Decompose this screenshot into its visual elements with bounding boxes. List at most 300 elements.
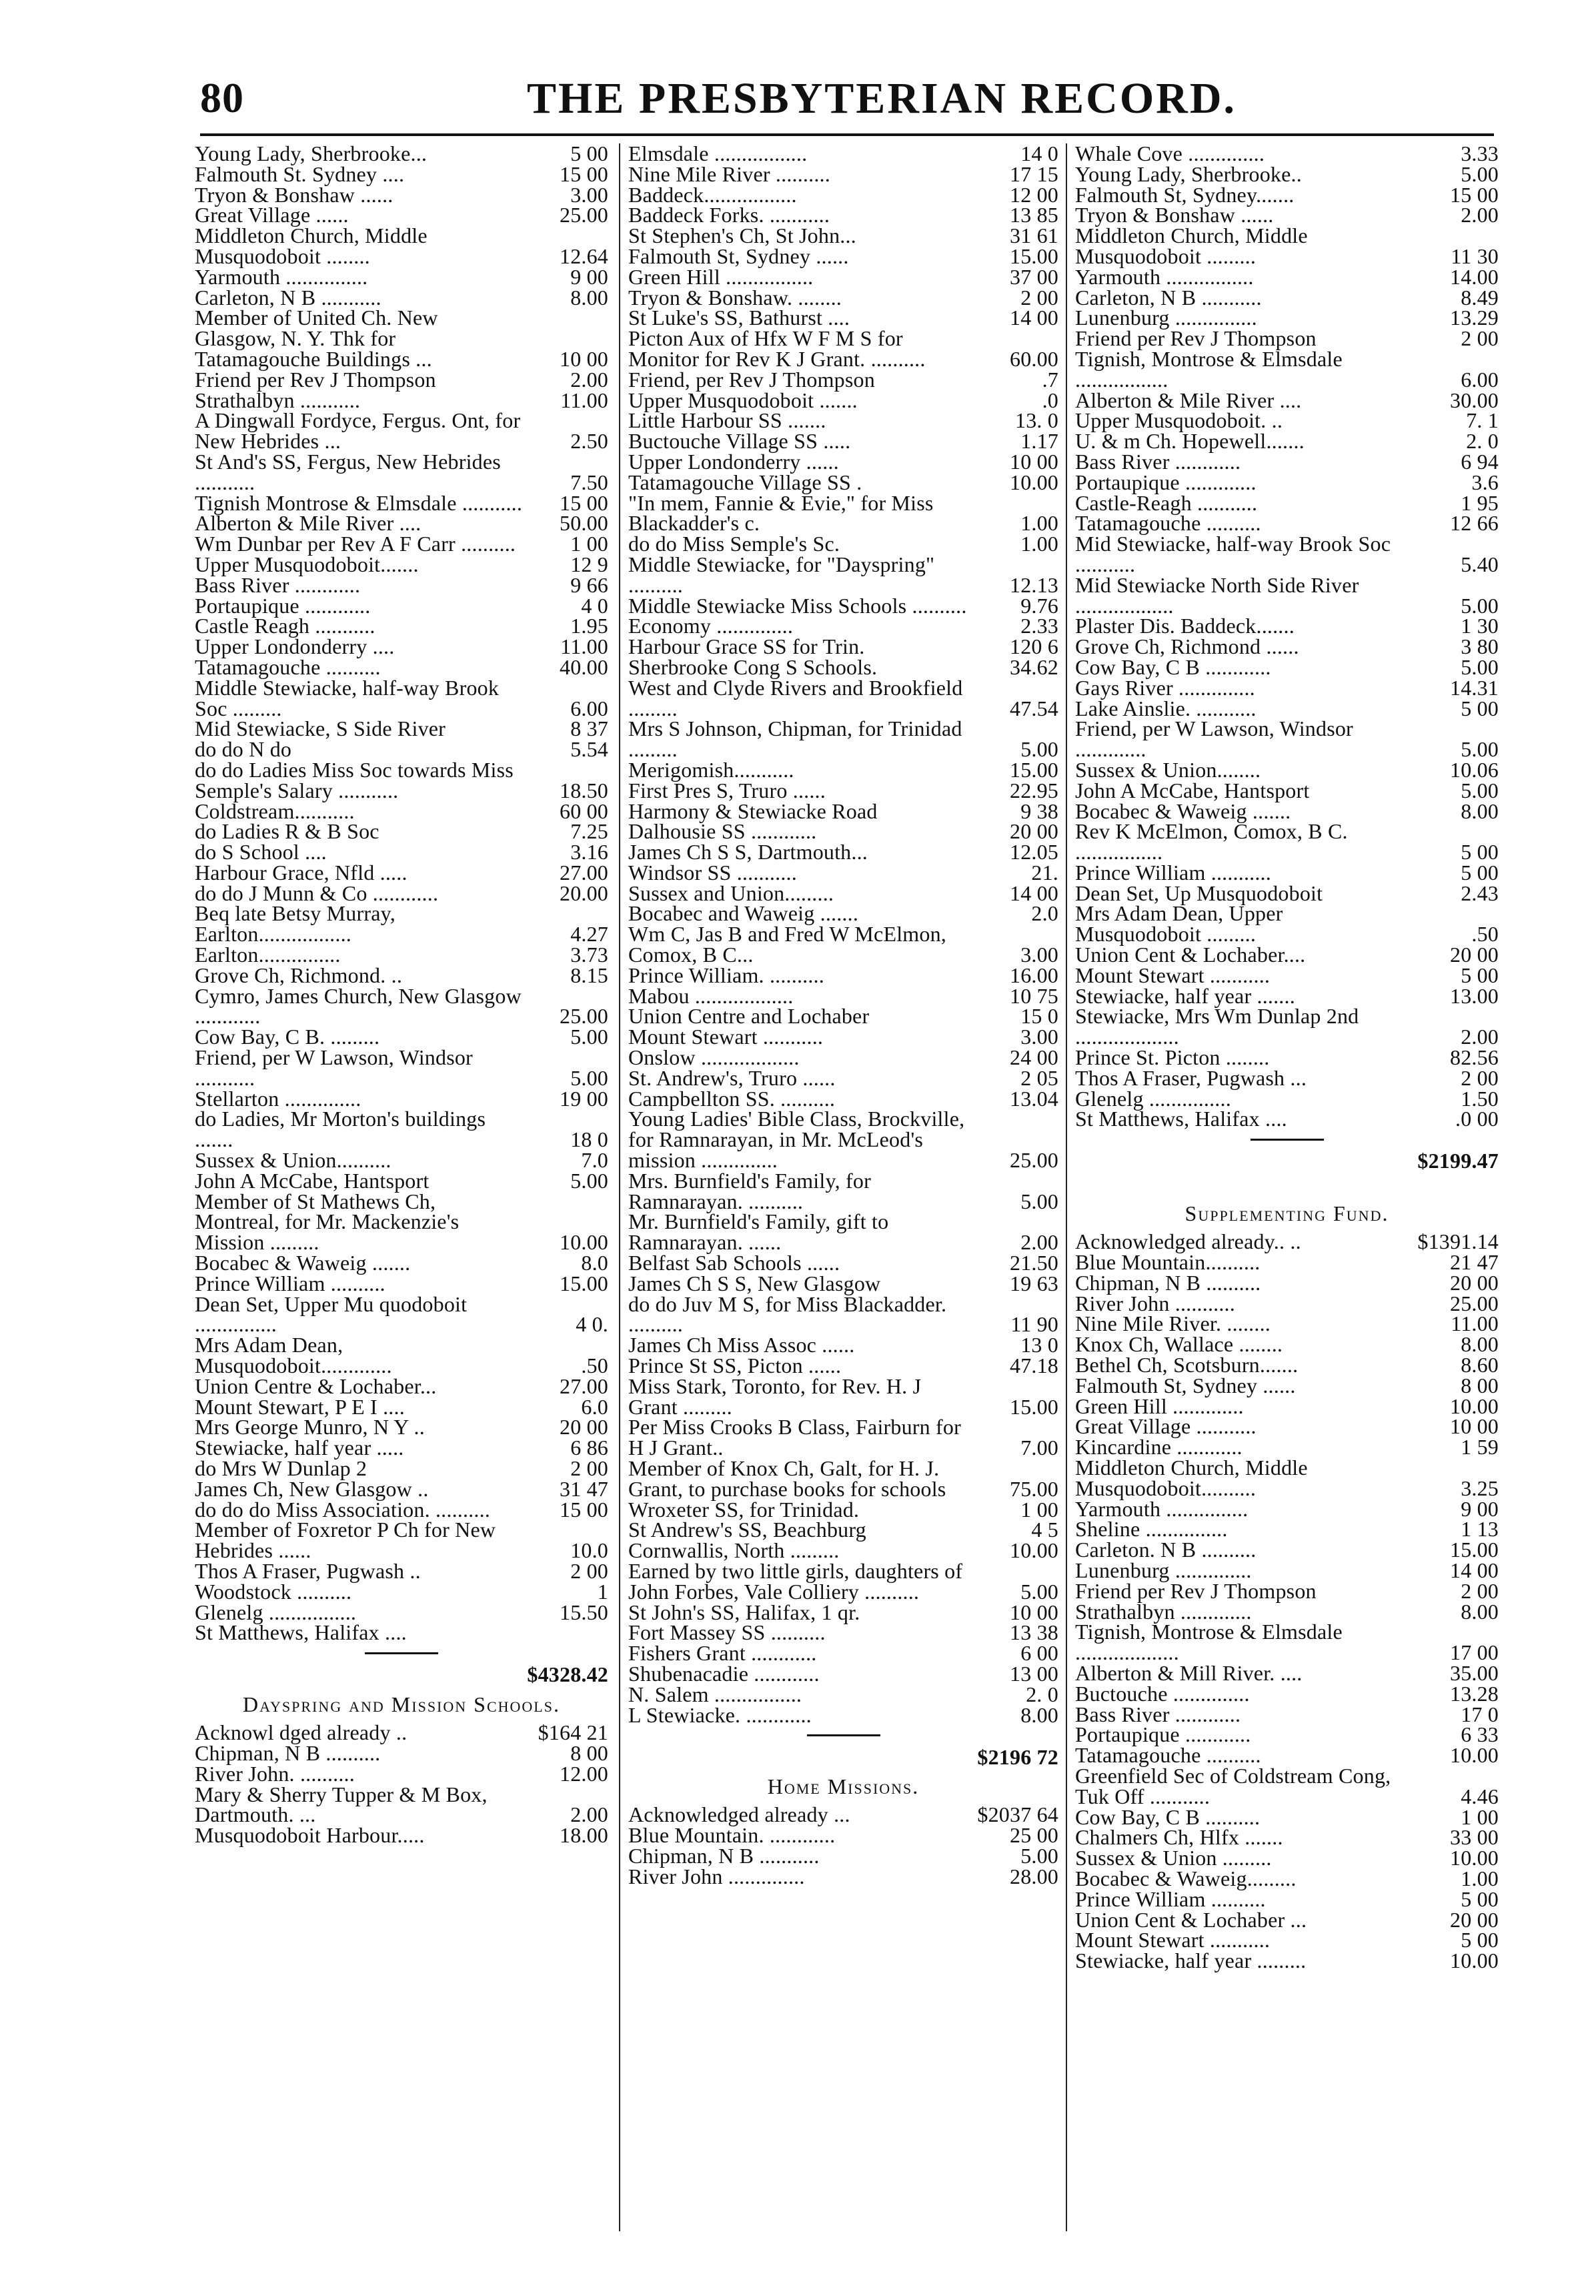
contribution-amount: 10.06 [1450,757,1499,782]
contribution-entry [628,798,1058,823]
contribution-amount: 21 47 [1450,1250,1499,1275]
contribution-entry [195,1784,608,1826]
contribution-amount: 10.00 [1450,1846,1499,1870]
contribution-amount: 24 00 [1010,1045,1058,1070]
contributor-name: Mount Stewart ........... [628,1025,824,1049]
contribution-entry [1075,1763,1499,1808]
contribution-amount: .7 [1042,367,1058,392]
contribution-entry [628,1417,1058,1458]
contribution-entry [1075,1375,1499,1396]
section-heading: Home Missions. [767,1774,920,1799]
contribution-amount: 35.00 [1450,1660,1499,1685]
contributor-name: Bass River ............ [1075,1702,1241,1726]
contribution-entry [628,1027,1058,1047]
contribution-entry [628,757,1058,782]
contribution-amount: 10 00 [1450,1414,1499,1439]
contribution-entry [1075,1519,1499,1540]
contribution-amount: 4 0. [576,1312,608,1337]
contributor-name: Glenelg ............... [1075,1086,1231,1111]
contributor-name: Middleton Church, Middle Musquodoboit ......... [1075,223,1308,268]
contribution-entry [1075,636,1499,657]
contribution-amount: 10.00 [1450,1393,1499,1418]
contributor-name: do Ladies, Mr Morton's buildings ....... [195,1107,486,1152]
contribution-amount: 1.95 [570,614,608,638]
contribution-entry [195,161,608,186]
contribution-entry [1075,1047,1499,1068]
contribution-amount: 25.00 [1450,1291,1499,1315]
contribution-amount: 60.00 [1010,346,1058,371]
contributor-name: First Pres S, Truro ...... [628,778,826,802]
contributor-name: Mrs George Munro, N Y .. [195,1415,425,1440]
contributor-name: Per Miss Crooks B Class, Fairburn for H J Grant.. [628,1415,961,1460]
contribution-entry [1075,983,1499,1008]
contributor-name: Dalhousie SS ............ [628,819,817,844]
contributor-name: Fishers Grant ............ [628,1641,817,1666]
contributor-name: Miss Stark, Toronto, for Rev. H. J Grant ......... [628,1373,922,1419]
contributor-name: Baddeck................. [628,182,797,207]
column-1 [195,143,608,2269]
contribution-amount: 13 0 [1020,1333,1058,1357]
contribution-entry [1075,1065,1499,1090]
contribution-entry [1075,1252,1499,1273]
contributor-name: Tatamagouche Village SS . [628,470,862,494]
contributor-name: Economy .............. [628,614,794,638]
contribution-entry [195,757,608,802]
contributor-name: Earlton............... [195,943,341,967]
contribution-amount: 5.40 [1461,552,1499,576]
contributor-name: St Stephen's Ch, St John... [628,223,856,248]
contribution-entry [195,1373,608,1398]
contributor-name: St And's SS, Fergus, New Hebrides ........... [195,449,501,494]
contributor-name: Friend, per W Lawson, Windsor ........... [195,1045,473,1090]
contribution-amount: 2.00 [1020,1230,1058,1255]
contributor-name: Bocabec & Waweig ....... [195,1251,411,1275]
contribution-entry [1075,616,1499,636]
contributor-name: do Mrs W Dunlap 2 [195,1456,367,1480]
contributor-name: Portaupique ............ [195,593,371,618]
contribution-amount: 21. [1031,860,1058,885]
contribution-entry [195,1086,608,1111]
contribution-entry [1075,182,1499,207]
contribution-entry [195,1761,608,1786]
contributor-name: Chipman, N B .......... [195,1740,381,1765]
contribution-entry [1075,1578,1499,1603]
contribution-entry [195,1273,608,1294]
contribution-entry [195,1109,608,1150]
contribution-amount: 7. 1 [1466,408,1499,433]
contributor-name: Strathalbyn ............. [1075,1599,1252,1624]
contribution-amount: 1.17 [1020,429,1058,454]
contribution-entry [628,616,1058,636]
contribution-entry [195,1622,608,1643]
contributor-name: Friend, per Rev J Thompson [628,367,875,392]
contribution-amount: 1 [597,1579,608,1604]
contribution-entry [1075,1681,1499,1706]
contributor-name: Prince William ........... [1075,860,1271,885]
contribution-amount: 82.56 [1450,1045,1499,1070]
contribution-amount: 8.15 [570,963,608,987]
contribution-entry [628,243,1058,268]
contribution-entry [195,449,608,494]
contributor-name: Middleton Church, Middle Musquodoboit ........ [195,223,428,268]
contribution-entry [628,308,1058,328]
contributor-name: Prince William. .......... [628,963,824,987]
contribution-entry [1075,1270,1499,1295]
contributor-name: Earned by two little girls, daughters of John Forbes, Vale Colliery .......... [628,1558,963,1604]
contribution-entry [628,1107,1058,1173]
contribution-amount: 5.00 [1020,1189,1058,1213]
contribution-entry [195,1335,608,1376]
contribution-amount: 30.00 [1450,388,1499,412]
contribution-entry [628,205,1058,225]
contribution-entry [628,161,1058,186]
contributor-name: James Ch Miss Assoc ...... [628,1333,855,1357]
contribution-amount: 27.00 [560,1373,608,1398]
contributor-name: Tatamagouche .......... [1075,511,1261,536]
contribution-amount: 9 00 [1461,1496,1499,1521]
contributor-name: do do Ladies Miss Soc towards Miss Semple's Salary ........... [195,757,514,802]
contribution-amount: 17 15 [1010,161,1058,186]
contribution-entry [195,225,608,267]
contribution-entry [1075,1109,1499,1129]
contribution-entry [195,616,608,636]
contributor-name: Alberton & Mill River. .... [1075,1660,1303,1685]
contribution-amount: 12.05 [1010,840,1058,865]
contribution-amount: 20 00 [1010,819,1058,844]
contribution-amount: 2 00 [570,1456,608,1480]
contribution-amount: 1 30 [1461,614,1499,638]
contribution-entry [628,924,1058,965]
contributor-name: Cow Bay, C B ............ [1075,654,1271,679]
contributor-name: N. Salem ................ [628,1682,802,1706]
contributor-name: Little Harbour SS ....... [628,408,826,433]
contribution-amount: 22.95 [1010,778,1058,802]
contribution-amount: 15 00 [1450,182,1499,207]
contributor-name: Prince St SS, Picton ...... [628,1353,842,1378]
contribution-entry [1075,513,1499,534]
contributor-name: do do J Munn & Co ............ [195,881,439,905]
contribution-entry [195,798,608,823]
contributor-name: Middle Stewiacke Miss Schools .......... [628,593,967,618]
contributor-name: Sussex and Union......... [628,881,834,905]
contributor-name: Harbour Grace, Nfld ..... [195,860,408,885]
contribution-entry [628,1684,1058,1705]
contribution-entry [1075,390,1499,411]
contribution-entry [1075,1437,1499,1458]
contribution-entry [1075,883,1499,904]
contribution-amount: 10.00 [1450,1743,1499,1768]
contributor-name: Member of St Mathews Ch, Montreal, for Mr. Mackenzie's Mission ......... [195,1189,460,1255]
contributor-name: Tryon & Bonshaw ...... [1075,203,1274,227]
contribution-entry [628,780,1058,801]
contribution-entry [628,367,1058,392]
contribution-amount: 5.00 [1461,161,1499,186]
contribution-amount: 5.00 [1461,737,1499,762]
contributor-name: Mid Stewiacke, half-way Brook Soc ........... [1075,532,1391,576]
total-amount: $2199.47 [1417,1149,1499,1173]
contributor-name: Sheline ............... [1075,1517,1228,1542]
contribution-entry [1075,1540,1499,1560]
contribution-amount: 25.00 [560,1004,608,1029]
contribution-amount: 5 00 [1461,1928,1499,1952]
contributor-name: Campbellton SS. .......... [628,1086,836,1111]
contribution-entry [628,1702,1058,1727]
contribution-entry [1075,1848,1499,1868]
contributor-name: Great Village ........... [1075,1414,1257,1439]
contribution-entry [195,1825,608,1846]
contribution-list [628,1804,1058,1886]
contribution-entry [1075,1006,1499,1047]
contributor-name: Mrs S Johnson, Chipman, for Trinidad ......... [628,716,962,762]
contribution-entry [628,1373,1058,1419]
contributor-name: St Matthews, Halifax .... [1075,1107,1287,1131]
contribution-amount: 15.00 [560,1271,608,1295]
contribution-amount: 3.00 [1020,1025,1058,1049]
contribution-list [1075,1231,1499,1971]
contribution-amount: 13 00 [1010,1661,1058,1686]
contribution-amount: 9 00 [570,264,608,289]
contribution-amount: 25.00 [560,203,608,227]
contribution-entry [628,143,1058,164]
contribution-entry [1075,1393,1499,1418]
contributor-name: Kincardine ............ [1075,1435,1243,1460]
total-row [1075,1149,1499,1171]
contributor-name: Young Ladies' Bible Class, Brockville, for Ramnarayan, in Mr. McLeod's mission .............. [628,1107,965,1173]
contribution-entry [628,1804,1058,1825]
contribution-entry [628,654,1058,679]
contribution-entry [1075,903,1499,945]
contribution-entry [628,1458,1058,1500]
contribution-amount: 7.50 [570,470,608,494]
contribution-entry [628,1602,1058,1623]
contributor-name: River John ........... [1075,1291,1235,1315]
total-row [628,1744,1058,1767]
contributor-name: Fort Massey SS .......... [628,1620,826,1645]
contribution-amount: $1391.14 [1417,1229,1499,1254]
contribution-amount: .0 00 [1455,1107,1499,1131]
contributor-name: Union Centre & Lochaber... [195,1373,437,1398]
contribution-amount: 2.00 [1461,1025,1499,1049]
contributor-name: Stewiacke, half year ....... [1075,983,1295,1008]
contributor-name: Great Village ...... [195,203,349,227]
contribution-amount: 6.0 [581,1394,608,1419]
contributor-name: Upper Londonderry .... [195,634,395,659]
column-3 [1075,143,1499,2269]
contribution-amount: .50 [581,1353,608,1378]
contribution-amount: 40.00 [560,654,608,679]
contribution-entry [628,593,1058,618]
contribution-entry [195,860,608,885]
contribution-amount: 25 00 [1010,1823,1058,1848]
contributor-name: Glenelg ................ [195,1600,357,1624]
contribution-entry [195,1291,608,1337]
contribution-amount: 15.00 [1010,757,1058,782]
contribution-amount: 10 00 [1010,1600,1058,1624]
contribution-entry [628,1558,1058,1604]
contribution-amount: 7.0 [581,1148,608,1173]
contributor-name: Castle-Reagh ........... [1075,490,1258,515]
total-rule [365,1652,438,1654]
total-rule [1251,1139,1324,1141]
contribution-amount: 8 00 [1461,1373,1499,1397]
contribution-entry [628,1168,1058,1213]
contribution-entry [1075,1560,1499,1581]
contribution-amount: 1 00 [1020,1497,1058,1522]
contribution-entry [195,675,608,720]
contribution-amount: 11.00 [1451,1311,1499,1336]
contribution-amount: 15 00 [560,161,608,186]
contribution-entry [628,285,1058,310]
contributor-name: Member of Foxretor P Ch for New Hebrides ...... [195,1518,496,1563]
contribution-entry [1075,1496,1499,1521]
contribution-amount: 5.00 [570,1168,608,1193]
contributor-name: Sussex & Union........ [1075,757,1261,782]
contributor-name: Chipman, N B ........... [628,1843,820,1868]
contribution-entry [628,1520,1058,1540]
contribution-amount: 10 75 [1010,983,1058,1008]
contributor-name: Buctouche .............. [1075,1681,1250,1706]
contributor-name: Friend per Rev J Thompson [195,367,436,392]
contribution-entry [628,1355,1058,1376]
contribution-entry [1075,965,1499,986]
contributor-name: Portaupique ............. [1075,470,1257,494]
contribution-entry [1075,1334,1499,1355]
contributor-name: Harmony & Stewiacke Road [628,798,878,823]
contribution-entry [628,449,1058,474]
contribution-entry [1075,1313,1499,1334]
contribution-entry [1075,410,1499,431]
contributor-name: Portaupique ............ [1075,1722,1251,1747]
contribution-amount: 13.28 [1450,1681,1499,1706]
contribution-amount: 17 00 [1450,1640,1499,1665]
contribution-amount: 6.00 [1461,367,1499,392]
contribution-entry [1075,472,1499,493]
contribution-amount: 10 00 [560,346,608,371]
contributor-name: Castle Reagh ........... [195,614,375,638]
contribution-amount: 50.00 [560,511,608,536]
contribution-entry [195,739,608,760]
contributor-name: Baddeck Forks. ........... [628,203,830,227]
contribution-entry [195,490,608,515]
contributor-name: Tignish Montrose & Elmsdale ........... [195,490,523,515]
contribution-amount: 8.49 [1461,285,1499,310]
contribution-entry [1075,328,1499,349]
contribution-entry [1075,821,1499,863]
contributor-name: Whale Cove .............. [1075,141,1265,165]
contributor-name: Harbour Grace SS for Trin. [628,634,865,659]
contribution-amount: 8.0 [581,1251,608,1275]
contribution-amount: 47.54 [1010,696,1058,720]
contribution-entry [1075,1907,1499,1932]
contribution-entry [195,1740,608,1765]
contribution-amount: 13 38 [1010,1620,1058,1645]
contribution-entry [1075,205,1499,225]
contribution-entry [628,1291,1058,1337]
contribution-amount: 6 86 [570,1436,608,1460]
section-heading: Dayspring and Mission Schools. [243,1692,560,1717]
contribution-amount: 12 00 [1010,182,1058,207]
contribution-amount: 2 00 [570,1558,608,1583]
contributor-name: Merigomish........... [628,757,794,782]
contribution-entry [628,1006,1058,1027]
contribution-entry [195,513,608,534]
contribution-amount: 28.00 [1010,1864,1058,1888]
contribution-amount: 2 00 [1020,285,1058,310]
contributor-name: Acknowledged already.. .. [1075,1229,1301,1254]
contributor-name: Friend, per W Lawson, Windsor ............. [1075,716,1353,762]
total-amount: $2196 72 [977,1744,1058,1769]
contributor-name: Mrs Adam Dean, Upper Musquodoboit ......... [1075,901,1283,947]
contributor-name: Dean Set, Up Musquodoboit [1075,881,1323,905]
contribution-entry [628,842,1058,863]
contribution-amount: 2.00 [570,1802,608,1827]
contribution-entry [628,1643,1058,1664]
column-divider [619,143,620,2231]
contributor-name: Carleton, N B ........... [1075,285,1262,310]
contributor-name: Bocabec and Waweig ....... [628,901,859,926]
contribution-amount: 12 66 [1450,511,1499,536]
contribution-entry [195,205,608,225]
contribution-entry [195,182,608,207]
contribution-entry [628,264,1058,289]
contributor-name: Stellarton .............. [195,1086,361,1111]
contribution-entry [1075,161,1499,186]
contributor-name: Cymro, James Church, New Glasgow ............ [195,983,522,1029]
contributor-name: Bethel Ch, Scotsburn....... [1075,1353,1299,1377]
contribution-entry [195,534,608,554]
contribution-entry [628,534,1058,554]
contribution-amount: 15.00 [1010,243,1058,268]
contribution-amount: 12.00 [560,1761,608,1786]
contributor-name: Mid Stewiacke North Side River .................. [1075,572,1359,618]
contribution-amount: 33 00 [1450,1825,1499,1850]
contribution-list [195,143,608,1643]
contribution-amount: 3 80 [1461,634,1499,659]
contributor-name: Gays River .............. [1075,675,1255,700]
contribution-entry [195,1476,608,1501]
contribution-amount: 5 00 [1461,963,1499,987]
contributor-name: Green Hill ................ [628,264,814,289]
contributor-name: Strathalbyn ........... [195,388,361,412]
contribution-amount: 18.00 [560,1823,608,1848]
contribution-entry [628,1866,1058,1887]
contribution-entry [628,225,1058,246]
contribution-amount: 8.00 [1461,1332,1499,1357]
contribution-amount: 13.29 [1450,306,1499,330]
contribution-entry [628,1825,1058,1846]
contribution-entry [628,1335,1058,1355]
contributor-name: Blue Mountain. ............ [628,1823,836,1848]
contributor-name: Union Cent & Lochaber ... [1075,1907,1307,1932]
contribution-amount: 2 05 [1020,1065,1058,1090]
contribution-amount: 11 30 [1451,243,1499,268]
contribution-entry [1075,1950,1499,1971]
contribution-amount: .50 [1471,922,1499,947]
contributor-name: Chipman, N B .......... [1075,1270,1261,1295]
contribution-entry [195,308,608,369]
contribution-amount: 20 00 [1450,1270,1499,1295]
contribution-entry [1075,1930,1499,1950]
contributor-name: Bass River ............ [1075,449,1241,474]
contributor-name: John A McCabe, Hantsport [195,1168,430,1193]
contribution-entry [1075,285,1499,310]
contributor-name: John A McCabe, Hantsport [1075,778,1310,802]
contributor-name: Wroxeter SS, for Trinidad. [628,1497,860,1522]
contribution-entry [1075,1704,1499,1725]
contributor-name: James Ch, New Glasgow .. [195,1476,429,1501]
contributor-name: Acknowledged already ... [628,1802,850,1827]
contribution-amount: 11.00 [560,634,608,659]
